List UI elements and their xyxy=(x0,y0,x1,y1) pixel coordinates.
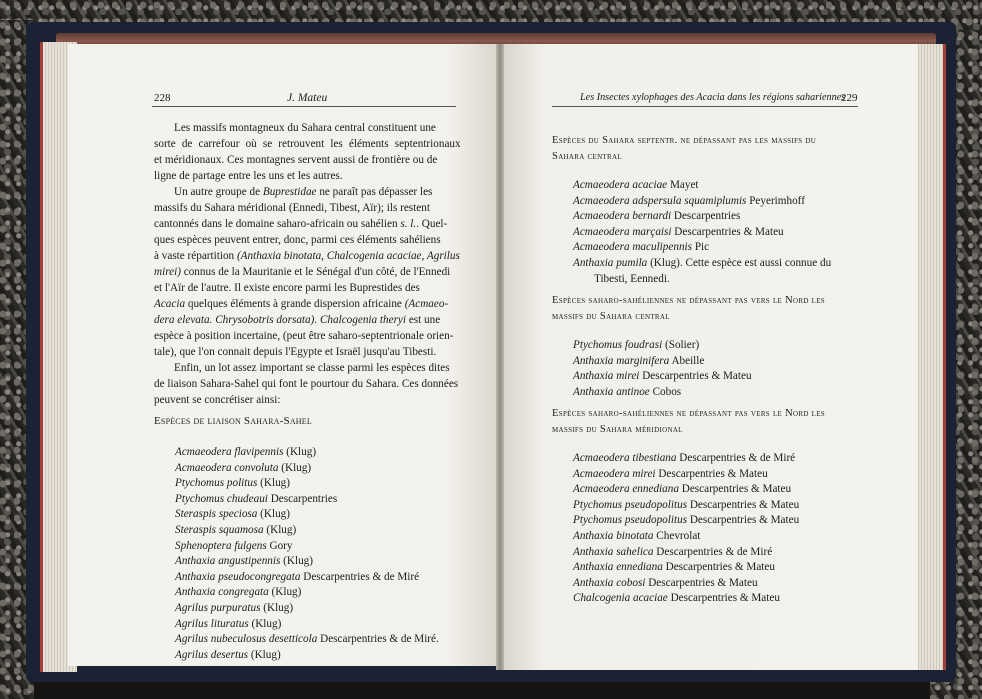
species-epithet: speciosa xyxy=(218,508,258,521)
species-entry xyxy=(175,460,311,476)
species-epithet: cobosi xyxy=(616,576,646,589)
species-entry xyxy=(175,600,293,616)
species-genus: Ptychomus xyxy=(573,514,623,527)
species-author: Descarpentries & Mateu xyxy=(670,592,780,605)
species-genus: Acmaeodera xyxy=(175,461,232,474)
species-author: Descarpentries & Mateu xyxy=(674,225,784,238)
species-epithet: angustipennis xyxy=(218,555,281,568)
species-epithet: foudrasi xyxy=(624,339,663,351)
species-genus: Anthaxia xyxy=(573,385,614,398)
species-author: Chevrolat xyxy=(656,530,701,542)
para2-line10: espèce à position incertaine, (peut être saharo-septentrionale orien- xyxy=(154,330,454,342)
para2-line3: cantonnés dans le domaine saharo-africain ou sahélien s. l.. Quel- xyxy=(154,218,448,230)
para2-line7: et l'Aïr de l'autre. Il existe encore parmi les Buprestides des xyxy=(154,282,420,294)
species-epithet: maculipennis xyxy=(632,241,693,254)
species-entry xyxy=(175,444,316,460)
species-author: (Klug) xyxy=(260,477,290,490)
para2-line4: ques espèces peuvent entrer, donc, parmi ces éléments sahéliens xyxy=(154,234,441,246)
species-author: (Klug) xyxy=(283,555,313,568)
species-epithet: chudeaui xyxy=(226,492,268,505)
species-genus: Acmaeodera xyxy=(175,446,232,458)
species-entry xyxy=(573,368,752,384)
species-entry xyxy=(573,466,768,482)
species-entry xyxy=(175,553,313,569)
species-genus: Anthaxia xyxy=(175,586,216,599)
right-page xyxy=(500,44,918,670)
species-author: Gory xyxy=(269,539,293,552)
species-author: Descarpentries xyxy=(270,492,338,505)
species-author: Cobos xyxy=(652,385,682,398)
species-epithet: flavipennis xyxy=(234,446,284,458)
species-genus: Acmaeodera xyxy=(573,194,630,207)
species-entry xyxy=(573,208,740,224)
species-author: Abeille xyxy=(671,354,705,367)
section-heading-line: Espèces du Sahara septentr. ne dépassant pas les massifs du xyxy=(552,135,817,146)
species-author: (Klug) xyxy=(251,617,282,630)
para1-line4: ligne de partage entre les uns et les autres. xyxy=(154,170,343,182)
species-author: Descarpentries & Mateu xyxy=(648,576,758,589)
species-entry xyxy=(175,522,296,538)
para2-line2: massifs du Sahara méridional (Ennedi, Tibest, Aïr); ils restent xyxy=(154,202,430,214)
species-epithet: convoluta xyxy=(234,461,279,474)
species-genus: Acmaeodera xyxy=(573,179,630,191)
species-epithet: tibestiana xyxy=(632,452,677,464)
left-running-head: J. Mateu xyxy=(287,92,328,104)
species-epithet: binotata xyxy=(616,530,654,542)
species-author: Descarpentries & de Miré. xyxy=(320,633,439,646)
species-epithet: sahelica xyxy=(616,545,654,558)
species-author: Pic xyxy=(694,241,710,254)
species-genus: Agrilus xyxy=(175,617,208,630)
species-entry xyxy=(573,544,772,560)
left-page xyxy=(68,44,500,666)
species-entry xyxy=(573,224,784,240)
para2-line8: Acacia quelques éléments à grande dispersion africaine (Acmaeo- xyxy=(154,298,449,310)
species-author: Descarpentries & de Miré xyxy=(303,570,420,583)
para2-line1: Un autre groupe de Buprestidae ne paraît pas dépasser les xyxy=(174,186,433,198)
species-continuation: Tibesti, Eennedi. xyxy=(594,272,670,285)
species-author: Descarpentries & Mateu xyxy=(689,514,800,527)
para2-line5: à vaste répartition (Anthaxia binotata, Chalcogenia acaciae, Agrilus xyxy=(154,250,460,262)
section-heading-line: Sahara central xyxy=(552,151,622,162)
species-entry xyxy=(573,450,795,466)
species-author: (Klug) xyxy=(271,586,302,599)
para3-line2: de liaison Sahara-Sahel qui font le pourtour du Sahara. Ces données xyxy=(154,378,459,390)
para1-line3: et méridionaux. Ces montagnes servent aussi de frontière ou de xyxy=(154,154,438,166)
species-author: Descarpentries & de Miré xyxy=(656,545,773,558)
species-epithet: ennediana xyxy=(616,561,663,574)
species-genus: Ptychomus xyxy=(175,477,225,490)
left-section-heading: Espèces de liaison Sahara-Sahel xyxy=(154,415,312,427)
species-genus: Steraspis xyxy=(175,524,217,536)
species-epithet: acaciae xyxy=(632,179,668,191)
species-genus: Acmaeodera xyxy=(573,483,630,496)
left-header-rule xyxy=(152,106,456,107)
species-genus: Anthaxia xyxy=(573,561,614,574)
species-entry xyxy=(573,239,709,255)
species-genus: Anthaxia xyxy=(573,257,614,269)
species-author: Descarpentries & Mateu xyxy=(658,467,768,480)
species-entry xyxy=(573,337,699,353)
species-epithet: fulgens xyxy=(234,539,267,552)
para2-line9: dera elevata. Chrysobotris dorsata). Chalcogenia theryi est une xyxy=(154,314,441,326)
species-epithet: pumila xyxy=(616,257,648,269)
species-genus: Acmaeodera xyxy=(573,225,630,238)
para2-line11: tale), que l'on connait depuis l'Egypte et Israël jusqu'au Tibesti. xyxy=(154,346,437,358)
right-header-rule xyxy=(552,106,858,107)
species-genus: Agrilus xyxy=(175,602,208,614)
species-epithet: acaciae xyxy=(632,592,668,605)
para3-line3: peuvent se concrétiser ainsi: xyxy=(154,394,281,406)
species-entry xyxy=(175,491,337,507)
species-epithet: marginifera xyxy=(616,354,670,367)
species-entry xyxy=(573,384,681,400)
species-author: Peyerimhoff xyxy=(749,194,805,207)
species-genus: Anthaxia xyxy=(175,570,216,583)
species-author: (Klug). Cette espèce est aussi connue du xyxy=(650,257,832,269)
species-genus: Anthaxia xyxy=(573,370,614,383)
species-epithet: pseudocongregata xyxy=(218,570,301,583)
species-entry xyxy=(573,193,805,209)
species-entry xyxy=(175,584,301,600)
para1-line2: sorte de carrefour où se retrouvent les éléments septentrionaux xyxy=(154,138,461,150)
species-genus: Chalcogenia xyxy=(573,592,631,605)
species-epithet: politus xyxy=(226,477,258,490)
species-genus: Anthaxia xyxy=(175,555,216,568)
species-genus: Anthaxia xyxy=(573,354,614,367)
species-author: Mayet xyxy=(669,179,699,191)
species-author: (Klug) xyxy=(263,602,294,614)
species-entry xyxy=(573,512,799,528)
species-genus: Acmaeodera xyxy=(573,241,630,254)
species-entry xyxy=(573,255,831,271)
species-epithet: pseudopolitus xyxy=(624,514,688,527)
species-genus: Acmaeodera xyxy=(573,452,630,464)
right-page-number: 229 xyxy=(841,92,858,104)
para3-line1: Enfin, un lot assez important se classe parmi les espèces dites xyxy=(174,362,450,374)
species-genus: Steraspis xyxy=(175,508,217,521)
species-genus: Anthaxia xyxy=(573,545,614,558)
species-author: (Klug) xyxy=(266,524,297,536)
section-heading-line: Espèces saharo-sahéliennes ne dépassant pas vers le Nord les xyxy=(552,408,825,419)
species-genus: Anthaxia xyxy=(573,576,614,589)
species-genus: Ptychomus xyxy=(175,492,225,505)
species-author: (Klug) xyxy=(260,508,290,521)
species-genus: Acmaeodera xyxy=(573,467,630,480)
section-heading-line: massifs du Sahara central xyxy=(552,311,670,322)
species-author: (Klug) xyxy=(250,648,281,661)
species-genus: Ptychomus xyxy=(573,339,623,351)
species-author: Descarpentries & Mateu xyxy=(665,561,775,574)
species-genus: Ptychomus xyxy=(573,498,623,511)
species-genus: Acmaeodera xyxy=(573,210,630,223)
book-gutter xyxy=(496,44,504,670)
species-entry xyxy=(175,569,419,585)
species-entry xyxy=(573,177,699,193)
species-entry xyxy=(573,575,758,591)
species-epithet: pseudopolitus xyxy=(624,498,688,511)
species-author: (Klug) xyxy=(286,446,317,458)
species-author: (Solier) xyxy=(665,339,700,351)
species-author: Descarpentries & Mateu xyxy=(689,498,800,511)
species-entry xyxy=(573,528,700,544)
species-entry xyxy=(175,538,292,554)
species-entry xyxy=(175,475,290,491)
species-entry xyxy=(573,481,791,497)
species-epithet: ennediana xyxy=(632,483,679,496)
species-genus: Agrilus xyxy=(175,648,208,661)
species-entry xyxy=(573,353,704,369)
species-genus: Sphenoptera xyxy=(175,539,232,552)
section-heading-line: massifs du Sahara méridional xyxy=(552,424,683,435)
species-author: (Klug) xyxy=(281,461,312,474)
species-author: Descarpentries xyxy=(673,210,741,223)
species-entry xyxy=(175,616,281,632)
species-entry xyxy=(175,647,281,663)
species-epithet: bernardi xyxy=(632,210,672,223)
species-entry xyxy=(175,631,439,647)
right-running-head: Les Insectes xylophages des Acacia dans les régions sahariennes xyxy=(580,92,846,103)
species-epithet: antinoe xyxy=(616,385,650,398)
species-epithet: marçaisi xyxy=(632,225,672,238)
species-entry xyxy=(573,559,775,575)
species-author: Descarpentries & Mateu xyxy=(681,483,792,496)
section-heading-line: Espèces saharo-sahéliennes ne dépassant pas vers le Nord les xyxy=(552,295,825,306)
species-epithet: adspersula squamiplumis xyxy=(632,194,747,207)
species-entry xyxy=(573,590,780,606)
species-epithet: nubeculosus desetticola xyxy=(210,633,318,646)
species-genus: Anthaxia xyxy=(573,530,614,542)
species-genus: Agrilus xyxy=(175,633,208,646)
species-author: Descarpentries & Mateu xyxy=(642,370,752,383)
species-epithet: desertus xyxy=(210,648,249,661)
species-entry xyxy=(573,497,799,513)
para1-line1: Les massifs montagneux du Sahara central constituent une xyxy=(174,122,436,134)
species-epithet: mirei xyxy=(632,467,656,480)
species-epithet: purpuratus xyxy=(210,602,261,614)
species-entry xyxy=(175,506,290,522)
para2-line6: mirei) connus de la Mauritanie et le Sénégal d'un côté, de l'Ennedi xyxy=(154,266,451,278)
species-epithet: squamosa xyxy=(218,524,264,536)
species-author: Descarpentries & de Miré xyxy=(679,452,796,464)
left-page-number: 228 xyxy=(154,92,171,104)
species-epithet: lituratus xyxy=(210,617,249,630)
species-epithet: congregata xyxy=(218,586,269,599)
species-epithet: mirei xyxy=(616,370,640,383)
